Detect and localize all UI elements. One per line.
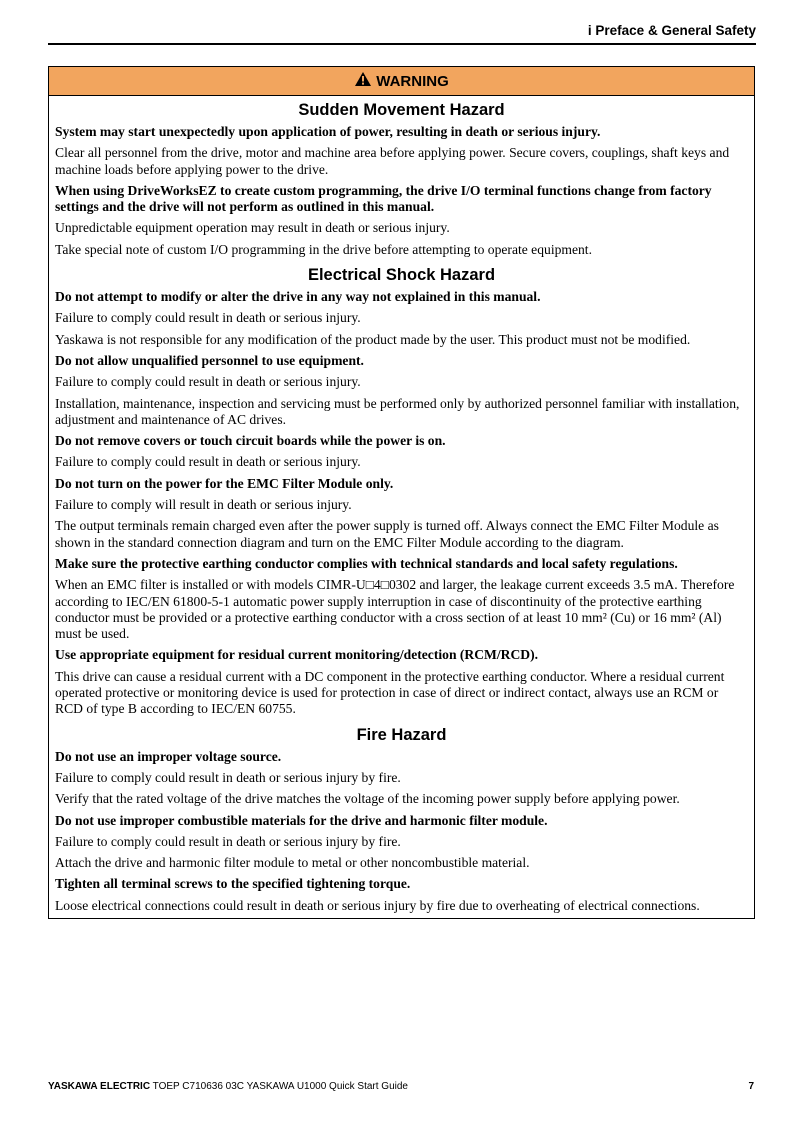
- warning-banner: [49, 67, 754, 96]
- hazard-detail: Failure to comply could result in death or serious injury.: [55, 310, 361, 326]
- hazard-detail: Take special note of custom I/O programming in the drive before attempting to operate equipment.: [55, 241, 592, 257]
- hazard-detail: Failure to comply will result in death or serious injury.: [55, 497, 352, 513]
- hazard-statement: Do not use improper combustible materials for the drive and harmonic filter module.: [55, 812, 548, 828]
- hazard-detail: Clear all personnel from the drive, motor and machine area before applying power. Secure covers, couplings, shaft keys and machine loads before applying power to the drive.: [55, 145, 730, 177]
- hazard-detail: When an EMC filter is installed or with models CIMR-U□4□0302 and larger, the leakage current exceeds 3.5 mA. Therefore according to IEC/EN 61800-5-1 automatic power supply interruption in case of discontinuity of the protective earthing conductor must be provided or a protective earthing conductor with a cross section of at least 10 mm² (Cu) or 16 mm² (Al) must be used.: [55, 577, 735, 642]
- hazard-detail: Failure to comply could result in death or serious injury by fire.: [55, 769, 401, 785]
- hazard-detail: Attach the drive and harmonic filter module to metal or other noncombustible material.: [55, 855, 530, 871]
- running-header: i Preface & General Safety: [587, 23, 756, 38]
- hazard-detail: Failure to comply could result in death or serious injury by fire.: [55, 833, 401, 849]
- hazard-detail: The output terminals remain charged even after the power supply is turned off. Always connect the EMC Filter Module as shown in the standard connection diagram and turn on the EMC Filter Module according to the diagram.: [55, 518, 719, 550]
- section-title: Electrical Shock Hazard: [307, 266, 496, 285]
- hazard-detail: Failure to comply could result in death or serious injury.: [55, 374, 361, 390]
- hazard-statement: Do not remove covers or touch circuit boards while the power is on.: [55, 433, 446, 449]
- footer-doc-info: [48, 1080, 408, 1094]
- section-title: Fire Hazard: [356, 725, 447, 744]
- hazard-detail: This drive can cause a residual current with a DC component in the protective earthing conductor. Where a residual current operated protective or monitoring device is used for protection in case of direct or indirect contact, always use an RCM or RCD of type B according to IEC/EN 60755.: [55, 668, 725, 717]
- footer-doc-title: TOEP C710636 03C YASKAWA U1000 Quick Start Guide: [150, 1081, 408, 1092]
- hazard-statement: Make sure the protective earthing conductor complies with technical standards and local safety regulations.: [55, 555, 678, 571]
- page-footer: [48, 1080, 754, 1094]
- hazard-statement: Do not use an improper voltage source.: [55, 748, 282, 764]
- warning-box: [48, 66, 755, 919]
- page-number: 7: [748, 1081, 754, 1092]
- hazard-statement: System may start unexpectedly upon application of power, resulting in death or serious injury.: [55, 124, 601, 139]
- hazard-detail: Loose electrical connections could result in death or serious injury by fire due to overheating of electrical connections.: [55, 897, 700, 913]
- hazard-detail: Yaskawa is not responsible for any modification of the product made by the user. This product must not be modified.: [55, 331, 691, 347]
- hazard-statement: Do not allow unqualified personnel to use equipment.: [55, 352, 364, 368]
- hazard-detail: Unpredictable equipment operation may result in death or serious injury.: [55, 220, 450, 236]
- hazard-statement: When using DriveWorksEZ to create custom programming, the drive I/O terminal functions change from factory settings and the drive will not perform as outlined in this manual.: [55, 182, 712, 215]
- section-title: Sudden Movement Hazard: [298, 101, 505, 119]
- hazard-detail: Installation, maintenance, inspection and servicing must be performed only by authorized personnel familiar with installation, adjustment and maintenance of AC drives.: [55, 395, 740, 427]
- warning-label: WARNING: [376, 72, 449, 90]
- hazard-sections: [49, 96, 754, 918]
- hazard-statement: Do not attempt to modify or alter the drive in any way not explained in this manual.: [55, 289, 541, 305]
- header-rule: [48, 43, 756, 45]
- footer-brand: YASKAWA ELECTRIC: [48, 1081, 151, 1092]
- hazard-detail: Verify that the rated voltage of the drive matches the voltage of the incoming power supply before applying power.: [55, 791, 680, 807]
- hazard-statement: Tighten all terminal screws to the specified tightening torque.: [55, 876, 411, 892]
- hazard-statement: Do not turn on the power for the EMC Filter Module only.: [55, 475, 394, 491]
- warning-triangle-icon: [354, 71, 376, 91]
- hazard-statement: Use appropriate equipment for residual current monitoring/detection (RCM/RCD).: [55, 647, 539, 663]
- hazard-detail: Failure to comply could result in death or serious injury.: [55, 454, 361, 470]
